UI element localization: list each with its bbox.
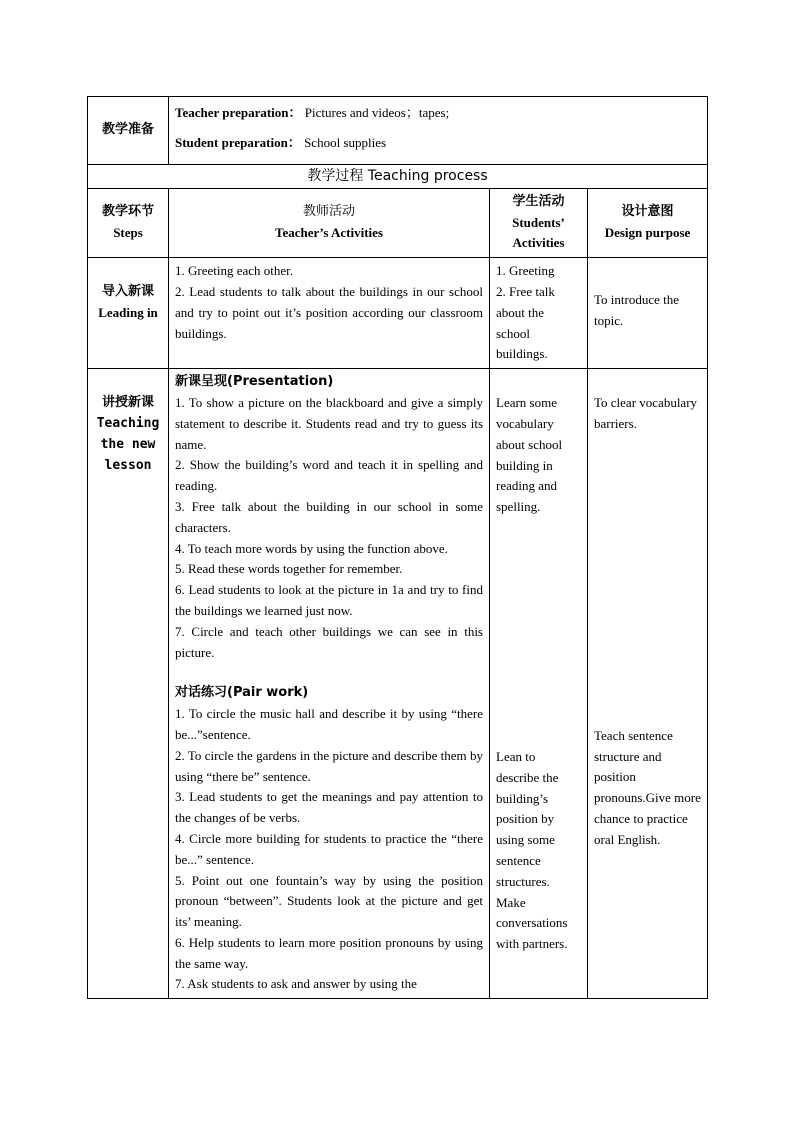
leading-students-item: 2. Free talk about the school buildings. [496,283,555,362]
teacher-preparation [175,103,701,124]
teaching-design [588,369,708,999]
design-pair: Teach sentence structure and position pronouns.Give more chance to practice oral English. [594,727,701,847]
header-steps-cn: 教学环节 [101,204,154,220]
leading-design: To introduce the topic. [588,258,708,369]
leading-step-en: Leading in [98,304,158,320]
teaching-step [88,369,169,999]
leading-step [88,258,169,369]
pair-work-item: 6. Help students to learn more position pronouns by using the same way. [175,934,483,971]
header-students [490,188,588,257]
preparation-label: 教学准备 [88,97,169,165]
presentation-item: 4. To teach more words by using the function above. [175,540,448,556]
header-students-cn: 学生活动 [512,193,565,209]
pair-work-item: 3. Lead students to get the meanings and pay attention to the changes of be verbs. [175,789,483,826]
pair-work-item: 1. To circle the music hall and describe it by using “there be...”sentence. [175,706,483,742]
lesson-plan-table [87,96,708,999]
leading-students [490,258,588,369]
teacher-preparation-value: Pictures and videos；tapes; [304,105,450,120]
leading-step-cn: 导入新课 [101,284,154,300]
header-design [588,188,708,257]
pair-work-item: 4. Circle more building for students to practice the “there be...” sentence. [175,830,483,867]
presentation-item: 5. Read these words together for remember. [175,561,403,577]
teaching-row [88,369,708,999]
presentation-item: 7. Circle and teach other buildings we can see in this picture. [175,623,483,660]
pair-work-title: 对话练习(Pair work) [175,685,309,701]
leading-teacher-item: 2. Lead students to talk about the buildings in our school and try to point out it’s position according our classroom buildings. [175,283,483,341]
header-design-cn: 设计意图 [621,204,674,220]
header-steps [88,188,169,257]
process-title-row [88,165,708,189]
leading-in-row [88,258,708,369]
header-design-en: Design purpose [604,224,691,240]
leading-teacher-item: 1. Greeting each other. [175,263,294,279]
header-students-en: Students’ Activities [512,214,565,251]
pair-work-item: 5. Point out one fountain’s way by using the position pronoun “between”. Students look at the picture and get its’ meaning. [175,872,483,930]
student-preparation-label: Student preparation： [175,134,301,150]
students-pair: Lean to describe the building’s position by using some sentence structures. Make conversations with partners. [496,748,568,952]
header-teacher-cn: 教师活动 [302,204,355,220]
leading-students-item: 1. Greeting [496,263,555,279]
design-presentation: To clear vocabulary barriers. [594,395,698,431]
spacer [175,663,483,683]
header-steps-en: Steps [113,224,143,240]
presentation-item: 6. Lead students to look at the picture in 1a and try to find the buildings we learned just now. [175,582,483,618]
teaching-step-cn: 讲授新课 [101,395,154,411]
header-teacher-en: Teacher’s Activities [275,224,383,240]
teaching-step-en: Teaching the new lesson [96,415,160,473]
teacher-preparation-label: Teacher preparation： [175,105,302,120]
presentation-item: 3. Free talk about the building in our school in some characters. [175,498,483,535]
pair-work-item: 7. Ask students to ask and answer by using the [175,976,417,992]
student-preparation [175,133,701,154]
student-preparation-value: School supplies [304,134,387,150]
presentation-title: 新课呈现(Presentation) [175,374,334,390]
pair-work-item: 2. To circle the gardens in the picture and describe them by using “there be” sentence. [175,747,483,784]
teaching-students [490,369,588,999]
process-title: 教学过程 Teaching process [88,165,708,189]
leading-teacher [169,258,490,369]
header-teacher [169,188,490,257]
teaching-teacher [169,369,490,999]
preparation-row [88,97,708,165]
presentation-item: 1. To show a picture on the blackboard and give a simply statement to describe it. Students read and try to guess its name. [175,394,483,452]
preparation-content [169,97,708,165]
students-presentation: Learn some vocabulary about school building in reading and spelling. [496,395,563,515]
presentation-item: 2. Show the building’s word and teach it in spelling and reading. [175,457,483,494]
header-row [88,188,708,257]
